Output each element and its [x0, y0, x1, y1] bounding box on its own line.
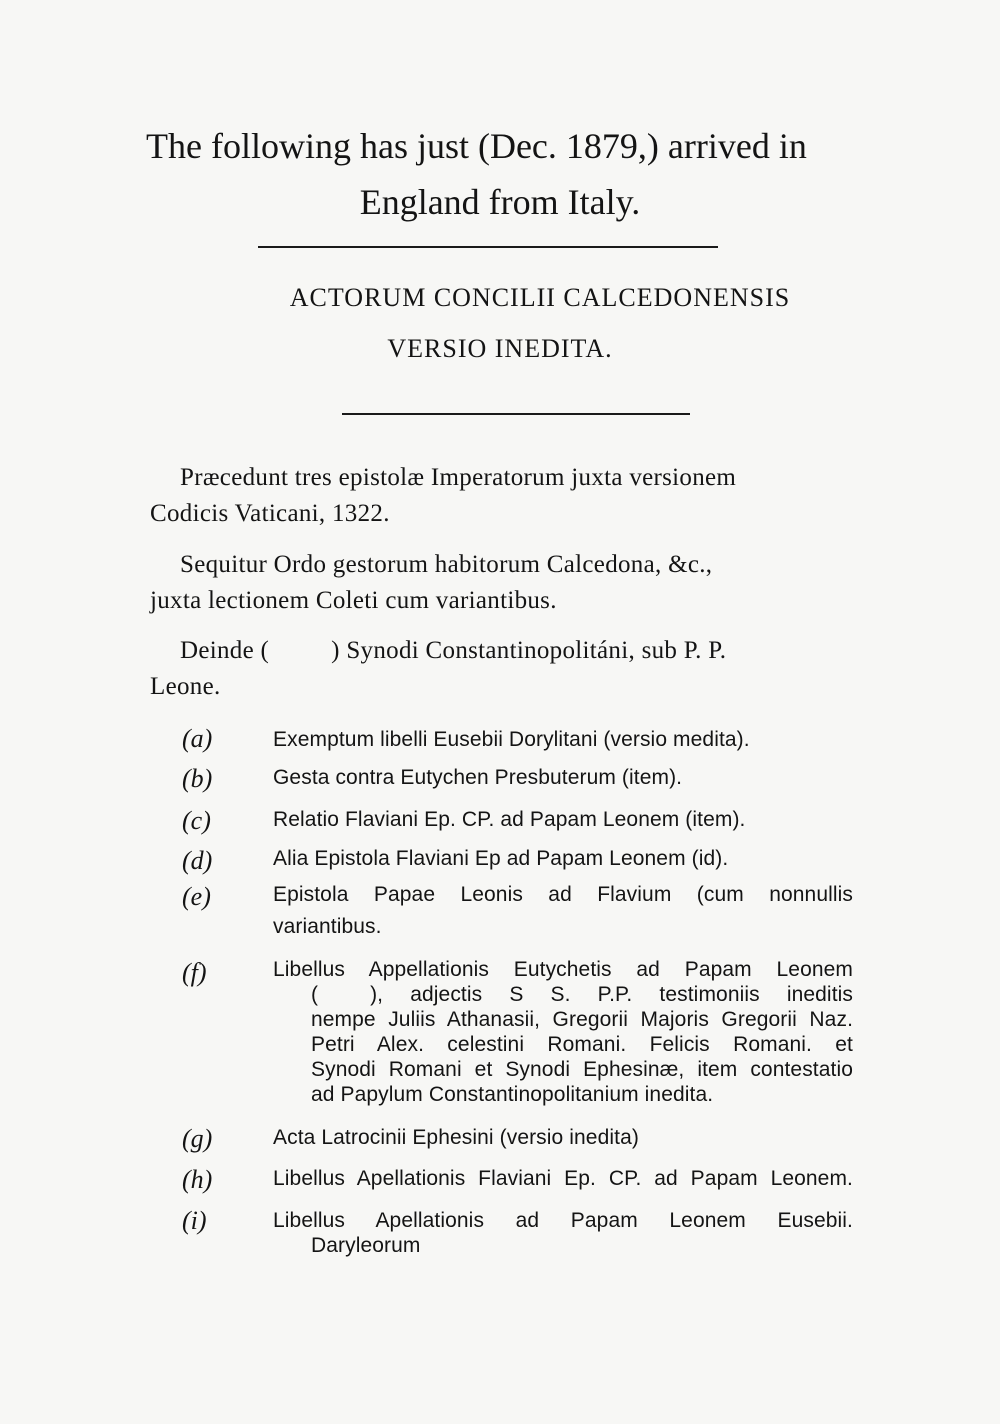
- entry-line: Daryleorum: [311, 1234, 421, 1257]
- entry-text: [273, 765, 853, 790]
- heading-line-2: England from Italy.: [359, 182, 641, 222]
- entry-text: [273, 957, 853, 1107]
- paragraph-deinde: [150, 633, 860, 705]
- paragraph-fragment: Deinde (: [180, 637, 270, 664]
- entry-label: (a): [182, 724, 213, 753]
- entry-label: (g): [182, 1124, 213, 1153]
- entry-line: nempe Juliis Athanasii, Gregorii Majoris Gregorii Naz.: [311, 1008, 853, 1031]
- paragraph-line: juxta lectionem Coleti cum variantibus.: [150, 587, 557, 614]
- paragraph-sequitur: [150, 547, 850, 619]
- entry-label: (d): [182, 846, 213, 875]
- entry-fragment: ), adjectis S S. P.P. testimoniis ineditis: [370, 983, 853, 1006]
- entry-line: Libellus Apellationis Flaviani Ep. CP. ad Papam Leonem.: [273, 1167, 853, 1190]
- title-line-1: ACTORUM CONCILII CALCEDONENSIS: [289, 283, 791, 312]
- entry-line: Gesta contra Eutychen Presbuterum (item).: [273, 766, 683, 789]
- entry-label: (e): [182, 882, 211, 911]
- entry-label: (b): [182, 764, 213, 793]
- entry-text: [273, 882, 853, 939]
- entry-label: (i): [182, 1206, 207, 1235]
- paragraph-line: Sequitur Ordo gestorum habitorum Calcedona, &c.,: [180, 551, 713, 578]
- heading-line-1: The following has just (Dec. 1879,) arrived in: [146, 126, 807, 166]
- entry-text: [273, 1125, 853, 1150]
- entry-line: ad Papylum Constantinopolitanium inedita.: [311, 1083, 714, 1106]
- entry-line: [273, 982, 853, 1007]
- entry-line: Acta Latrocinii Ephesini (versio inedita): [273, 1126, 639, 1149]
- entry-fragment: (: [311, 983, 319, 1006]
- entry-line: variantibus.: [273, 915, 382, 938]
- paragraph-line: Leone.: [150, 673, 221, 700]
- paragraph-line: [150, 633, 860, 669]
- entry-label: (h): [182, 1165, 213, 1194]
- entry-text: [273, 1208, 853, 1258]
- entry-text: [273, 846, 853, 871]
- paragraph-fragment: ) Synodi Constantinopolitáni, sub P. P.: [331, 637, 727, 664]
- entry-text: [273, 807, 853, 832]
- entry-line: Exemptum libelli Eusebii Dorylitani (versio medita).: [273, 728, 750, 751]
- entry-line: Petri Alex. celestini Romani. Felicis Romani. et: [311, 1033, 853, 1056]
- entry-line: Alia Epistola Flaviani Ep ad Papam Leonem (id).: [273, 847, 729, 870]
- entry-line: Synodi Romani et Synodi Ephesinæ, item contestatio: [311, 1058, 853, 1081]
- entry-label: (c): [182, 806, 211, 835]
- paragraph-praecedunt: [150, 460, 850, 532]
- entry-line: Libellus Apellationis ad Papam Leonem Eusebii.: [273, 1209, 853, 1232]
- entry-line: Relatio Flaviani Ep. CP. ad Papam Leonem (item).: [273, 808, 746, 831]
- paragraph-line: Præcedunt tres epistolæ Imperatorum juxta versionem: [180, 464, 737, 491]
- entry-text: [273, 1166, 853, 1191]
- entry-line: Libellus Appellationis Eutychetis ad Papam Leonem: [273, 958, 853, 981]
- entry-text: [273, 727, 853, 752]
- entry-label: (f): [182, 958, 207, 987]
- paragraph-line: Codicis Vaticani, 1322.: [150, 500, 390, 527]
- title-line-2: VERSIO INEDITA.: [387, 334, 613, 363]
- divider-lower: [342, 413, 690, 415]
- entry-line: Epistola Papae Leonis ad Flavium (cum nonnullis: [273, 883, 853, 906]
- divider-upper: [258, 246, 718, 248]
